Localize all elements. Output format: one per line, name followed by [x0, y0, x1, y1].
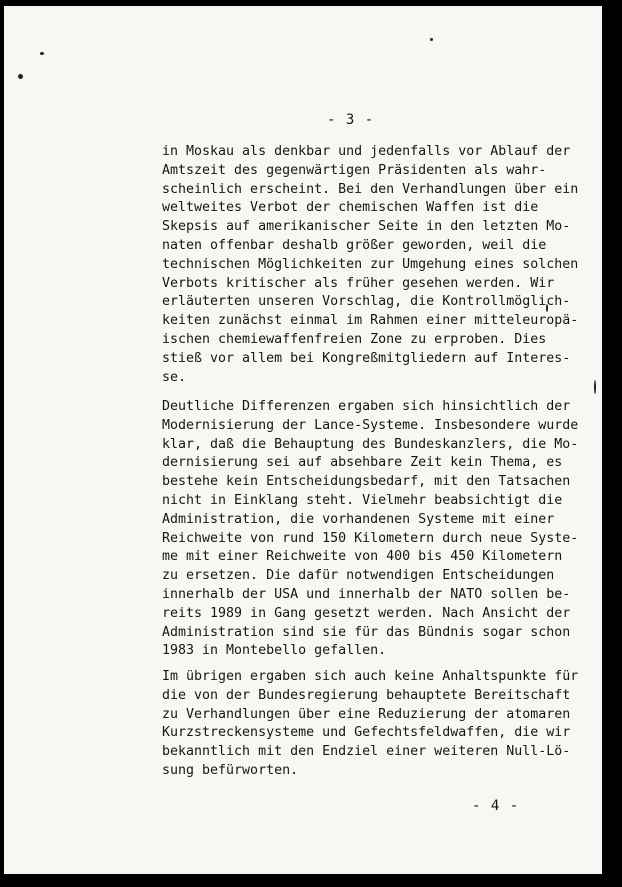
text-line: nicht in Einklang steht. Vielmehr beabsichtigt die	[162, 492, 563, 508]
text-line: erläuterten unseren Vorschlag, die Kontrollmöglich-	[162, 294, 571, 310]
text-line: die von der Bundesregierung behauptete Bereitschaft	[162, 687, 571, 703]
text-line: reits 1989 in Gang gesetzt werden. Nach Ansicht der	[162, 605, 571, 621]
text-line: Reichweite von rund 150 Kilometern durch neue Syste-	[162, 530, 579, 546]
text-line: Modernisierung der Lance-Systeme. Insbesondere wurde	[162, 417, 579, 433]
text-line: bekanntlich mit den Endziel einer weiteren Null-Lö-	[162, 744, 571, 760]
text-line: Im übrigen ergaben sich auch keine Anhaltspunkte für	[162, 669, 579, 684]
page-number: - 3 -	[327, 112, 375, 128]
text-line: sung befürworten.	[162, 762, 299, 778]
scan-speck	[18, 74, 23, 79]
text-line: me mit einer Reichweite von 400 bis 450 Kilometern	[162, 549, 563, 565]
text-line: zu Verhandlungen über eine Reduzierung der atomaren	[162, 706, 571, 722]
text-line: dernisierung sei auf absehbare Zeit kein Thema, es	[162, 455, 563, 471]
scan-edge-right	[602, 6, 605, 874]
text-line: se.	[162, 369, 187, 385]
paragraph-1	[162, 143, 578, 387]
text-line: weltweites Verbot der chemischen Waffen ist die	[162, 200, 539, 216]
text-line: Kurzstreckensysteme und Gefechtsfeldwaffen, die wir	[162, 725, 571, 741]
text-line: Skepsis auf amerikanischer Seite in den letzten Mo-	[162, 219, 571, 235]
text-line: innerhalb der USA und innerhalb der NATO sollen be-	[162, 586, 571, 602]
text-line: Administration, die vorhandenen Systeme mit einer	[162, 511, 555, 527]
text-line: naten offenbar deshalb größer geworden, weil die	[162, 237, 547, 253]
text-line: klar, daß die Behauptung des Bundeskanzlers, die Mo-	[162, 436, 579, 452]
document-page	[4, 6, 605, 874]
text-line: Administration sind sie für das Bündnis sogar schon	[162, 624, 571, 640]
text-line: Deutliche Differenzen ergaben sich hinsichtlich der	[162, 399, 571, 414]
text-line: bestehe kein Entscheidungsbedarf, mit den Tatsachen	[162, 474, 571, 490]
text-line: Amtszeit des gegenwärtigen Präsidenten als wahr-	[162, 162, 547, 178]
text-line: Verbots kritischer als früher gesehen werden. Wir	[162, 275, 555, 291]
text-line: technischen Möglichkeiten zur Umgehung eines solchen	[162, 256, 579, 272]
paragraph-3	[162, 668, 578, 781]
text-line: keiten zunächst einmal im Rahmen einer mitteleuropä-	[162, 313, 579, 329]
scan-speck	[594, 380, 596, 394]
scan-speck	[430, 38, 433, 41]
text-line: in Moskau als denkbar und jedenfalls vor Ablauf der	[162, 144, 571, 159]
scan-speck	[40, 52, 44, 55]
text-line: scheinlich erscheint. Bei den Verhandlungen über ein	[162, 181, 579, 197]
next-page-catchword: - 4 -	[472, 798, 520, 814]
text-line: zu ersetzen. Die dafür notwendigen Entscheidungen	[162, 568, 555, 584]
text-line: ischen chemiewaffenfreien Zone zu erproben. Dies	[162, 331, 547, 347]
text-line: 1983 in Montebello gefallen.	[162, 643, 387, 659]
paragraph-2	[162, 398, 578, 661]
text-line: stieß vor allem bei Kongreßmitgliedern auf Interes-	[162, 350, 571, 366]
